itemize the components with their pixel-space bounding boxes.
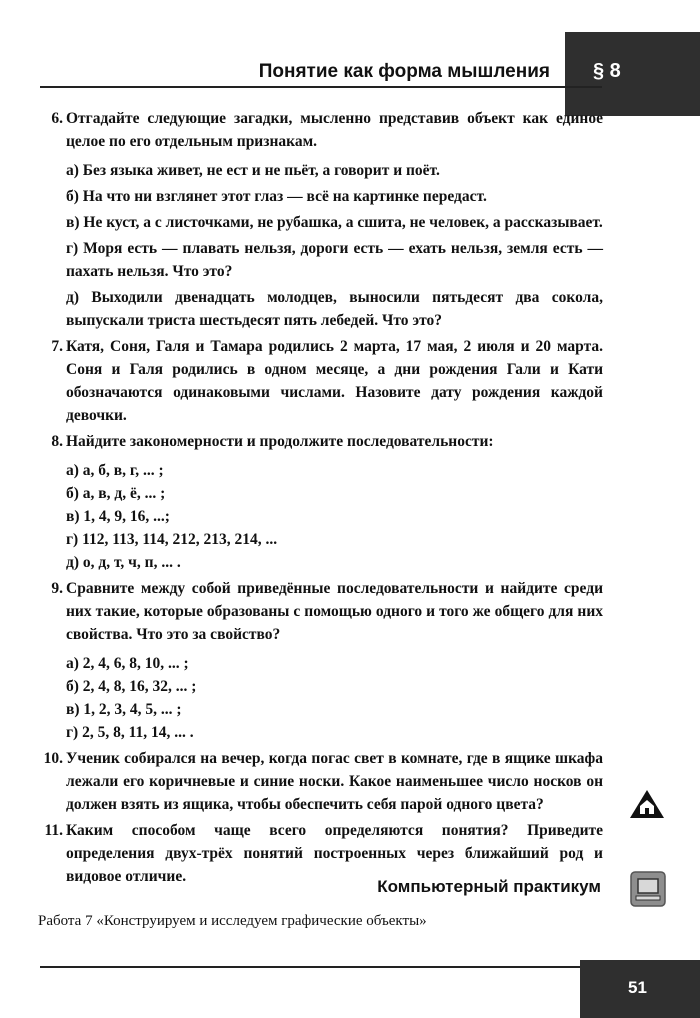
task-8	[38, 430, 603, 574]
task-items	[66, 459, 603, 574]
tasks-list	[38, 107, 603, 891]
task-text: Каким способом чаще всего определяются понятия? Приведите определения двух-трёх понятий построенных через ближайший род и видовое отличие.	[66, 822, 603, 885]
task-item: б) На что ни взглянет этот глаз — всё на картинке передаст.	[66, 188, 487, 205]
task-items	[66, 652, 603, 744]
task-text: Отгадайте следующие загадки, мысленно представив объект как единое целое по его отдельным признакам.	[66, 110, 603, 150]
task-item: в) Не куст, а с листочками, не рубашка, а сшита, не человек, а рассказывает.	[66, 214, 603, 231]
task-number: 7.	[51, 338, 63, 355]
task-number: 6.	[51, 110, 63, 127]
task-item: д) о, д, т, ч, п, ... .	[66, 554, 181, 571]
task-number: 10.	[43, 750, 63, 767]
task-number: 11.	[44, 822, 63, 839]
task-item: б) 2, 4, 8, 16, 32, ... ;	[66, 678, 197, 695]
task-item: г) 112, 113, 114, 212, 213, 214, ...	[66, 531, 278, 548]
practicum-title: Компьютерный практикум	[377, 877, 601, 896]
task-item: а) Без языка живет, не ест и не пьёт, а говорит и поёт.	[66, 162, 440, 179]
task-item: а) а, б, в, г, ... ;	[66, 462, 164, 479]
task-number: 8.	[51, 433, 63, 450]
practicum-work: Работа 7 «Конструируем и исследуем графические объекты»	[38, 913, 427, 929]
page-number-tab	[580, 960, 700, 1018]
task-item: а) 2, 4, 6, 8, 10, ... ;	[66, 655, 189, 672]
header-divider	[40, 86, 602, 88]
task-text: Сравните между собой приведённые последовательности и найдите среди них такие, которые образованы с помощью одного и того же общего для них свойства. Что это за свойство?	[66, 580, 603, 643]
task-item: б) а, в, д, ё, ... ;	[66, 485, 166, 502]
task-number: 9.	[51, 580, 63, 597]
task-item: в) 1, 4, 9, 16, ...;	[66, 508, 170, 525]
page-header-title: Понятие как форма мышления	[258, 61, 550, 82]
task-10	[38, 747, 603, 816]
task-text: Найдите закономерности и продолжите последовательности:	[66, 433, 494, 450]
page-number: 51	[628, 978, 647, 997]
footer-divider	[40, 966, 580, 968]
task-item: д) Выходили двенадцать молодцев, выносили пятьдесят два сокола, выпускали триста шестьдесят пять лебедей. Что это?	[66, 289, 603, 329]
task-7	[38, 335, 603, 427]
task-item: г) 2, 5, 8, 11, 14, ... .	[66, 724, 194, 741]
task-item: г) Моря есть — плавать нельзя, дороги есть — ехать нельзя, земля есть — пахать нельзя. Что это?	[66, 240, 603, 280]
section-tab	[565, 32, 700, 116]
task-text: Катя, Соня, Галя и Тамара родились 2 марта, 17 мая, 2 июля и 20 марта. Соня и Галя родились в одном месяце, а дни рождения Гали и Кати обозначаются одинаковыми числами. Назовите дату рождения каждой девочки.	[66, 338, 603, 424]
task-9	[38, 577, 603, 744]
house-icon	[628, 788, 666, 820]
task-text: Ученик собирался на вечер, когда погас свет в комнате, где в ящике шкафа лежали его коричневые и синие носки. Какое наименьшее число носков он должен взять из ящика, чтобы обеспечить себя парой одного цвета?	[66, 750, 603, 813]
task-items	[66, 159, 603, 332]
task-6	[38, 107, 603, 332]
computer-icon	[630, 871, 666, 907]
task-item: в) 1, 2, 3, 4, 5, ... ;	[66, 701, 182, 718]
section-number: § 8	[593, 60, 621, 82]
